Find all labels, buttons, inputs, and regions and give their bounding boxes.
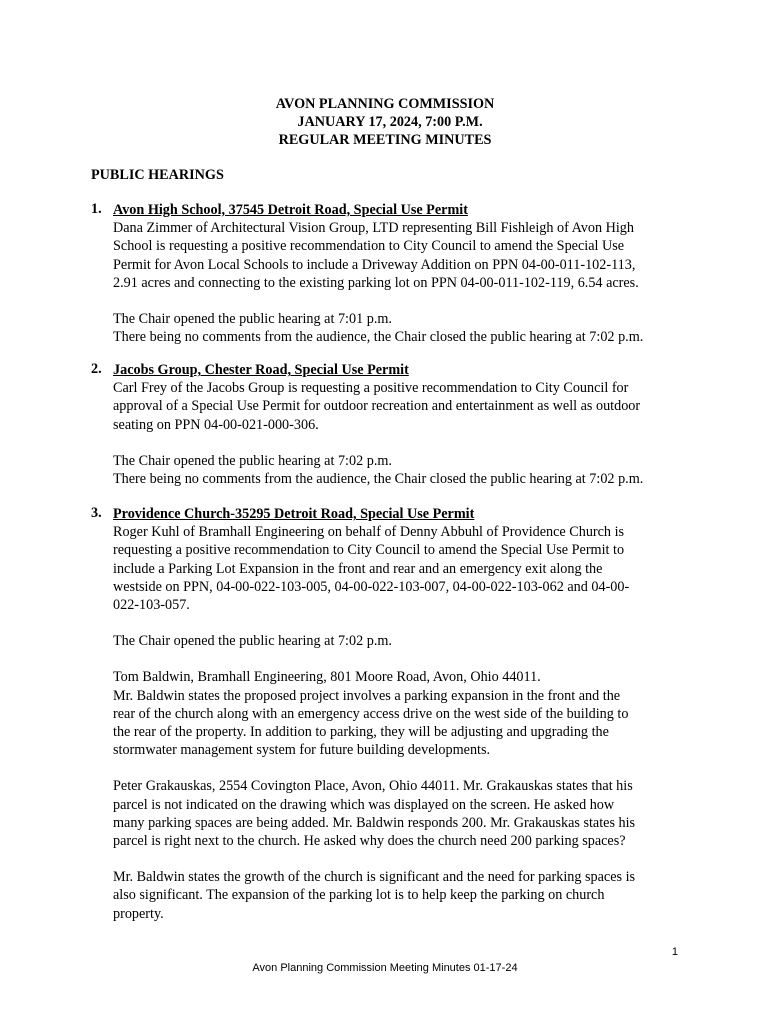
item-title: Jacobs Group, Chester Road, Special Use Permit — [113, 362, 409, 378]
section-title: PUBLIC HEARINGS — [91, 167, 224, 183]
item-body — [113, 505, 693, 923]
growth-line: property. — [113, 905, 164, 922]
growth-line: Mr. Baldwin states the growth of the church is significant and the need for parking spaces is — [113, 869, 636, 886]
grakauskas-line: Peter Grakauskas, 2554 Covington Place, Avon, Ohio 44011. Mr. Grakauskas states that his — [113, 778, 633, 795]
item-number: 3. — [91, 505, 102, 521]
item-line: 022-103-057. — [113, 597, 190, 614]
item-body — [113, 361, 693, 488]
chair-opened: The Chair opened the public hearing at 7:02 p.m. — [113, 633, 392, 650]
header-line-1: AVON PLANNING COMMISSION — [275, 96, 495, 112]
item-line: School is requesting a positive recommendation to City Council to amend the Special Use — [113, 238, 625, 255]
baldwin-line: rear of the church along with an emergency access drive on the west side of the building to — [113, 705, 629, 722]
item-line: requesting a positive recommendation to City Council to amend the Special Use Permit to — [113, 542, 625, 559]
item-body — [113, 201, 693, 346]
item-line: Roger Kuhl of Bramhall Engineering on behalf of Denny Abbuhl of Providence Church is — [113, 524, 625, 541]
item-line: seating on PPN 04-00-021-000-306. — [113, 416, 319, 433]
item-title: Providence Church-35295 Detroit Road, Special Use Permit — [113, 506, 475, 522]
item-title: Avon High School, 37545 Detroit Road, Special Use Permit — [113, 202, 468, 218]
baldwin-line: Tom Baldwin, Bramhall Engineering, 801 Moore Road, Avon, Ohio 44011. — [113, 669, 541, 686]
item-line: include a Parking Lot Expansion in the front and rear and an emergency exit along the — [113, 560, 603, 577]
item-line: Carl Frey of the Jacobs Group is requesting a positive recommendation to City Council for — [113, 380, 629, 397]
document-header — [0, 95, 770, 149]
growth-line: also significant. The expansion of the parking lot is to help keep the parking on church — [113, 887, 605, 904]
page-footer: Avon Planning Commission Meeting Minutes 01-17-24 — [252, 962, 518, 974]
chair-closed: There being no comments from the audience, the Chair closed the public hearing at 7:02 p.m. — [113, 471, 644, 488]
item-number: 1. — [91, 201, 102, 217]
page-number: 1 — [671, 946, 678, 958]
item-number: 2. — [91, 361, 102, 377]
item-line: approval of a Special Use Permit for outdoor recreation and entertainment as well as outdoor — [113, 398, 641, 415]
item-line: Permit for Avon Local Schools to include a Driveway Addition on PPN 04-00-011-102-113, — [113, 256, 636, 273]
item-line: westside on PPN, 04-00-022-103-005, 04-00-022-103-007, 04-00-022-103-062 and 04-00- — [113, 578, 630, 595]
baldwin-line: stormwater management system for future building developments. — [113, 742, 491, 759]
header-line-2: JANUARY 17, 2024, 7:00 P.M. — [297, 114, 483, 130]
grakauskas-line: parcel is not indicated on the drawing which was displayed on the screen. He asked how — [113, 796, 615, 813]
baldwin-line: the rear of the property. In addition to parking, they will be adjusting and upgrading the — [113, 724, 609, 741]
grakauskas-line: parcel is right next to the church. He asked why does the church need 200 parking spaces? — [113, 833, 626, 850]
chair-opened: The Chair opened the public hearing at 7:01 p.m. — [113, 311, 392, 328]
grakauskas-line: many parking spaces are being added. Mr. Baldwin responds 200. Mr. Grakauskas states his — [113, 814, 636, 831]
baldwin-line: Mr. Baldwin states the proposed project involves a parking expansion in the front and the — [113, 687, 621, 704]
item-line: 2.91 acres and connecting to the existing parking lot on PPN 04-00-011-102-119, 6.54 acres. — [113, 274, 639, 291]
chair-opened: The Chair opened the public hearing at 7:02 p.m. — [113, 452, 392, 469]
chair-closed: There being no comments from the audience, the Chair closed the public hearing at 7:02 p.m. — [113, 329, 644, 346]
header-line-3: REGULAR MEETING MINUTES — [278, 132, 492, 148]
item-line: Dana Zimmer of Architectural Vision Group, LTD representing Bill Fishleigh of Avon High — [113, 220, 634, 237]
